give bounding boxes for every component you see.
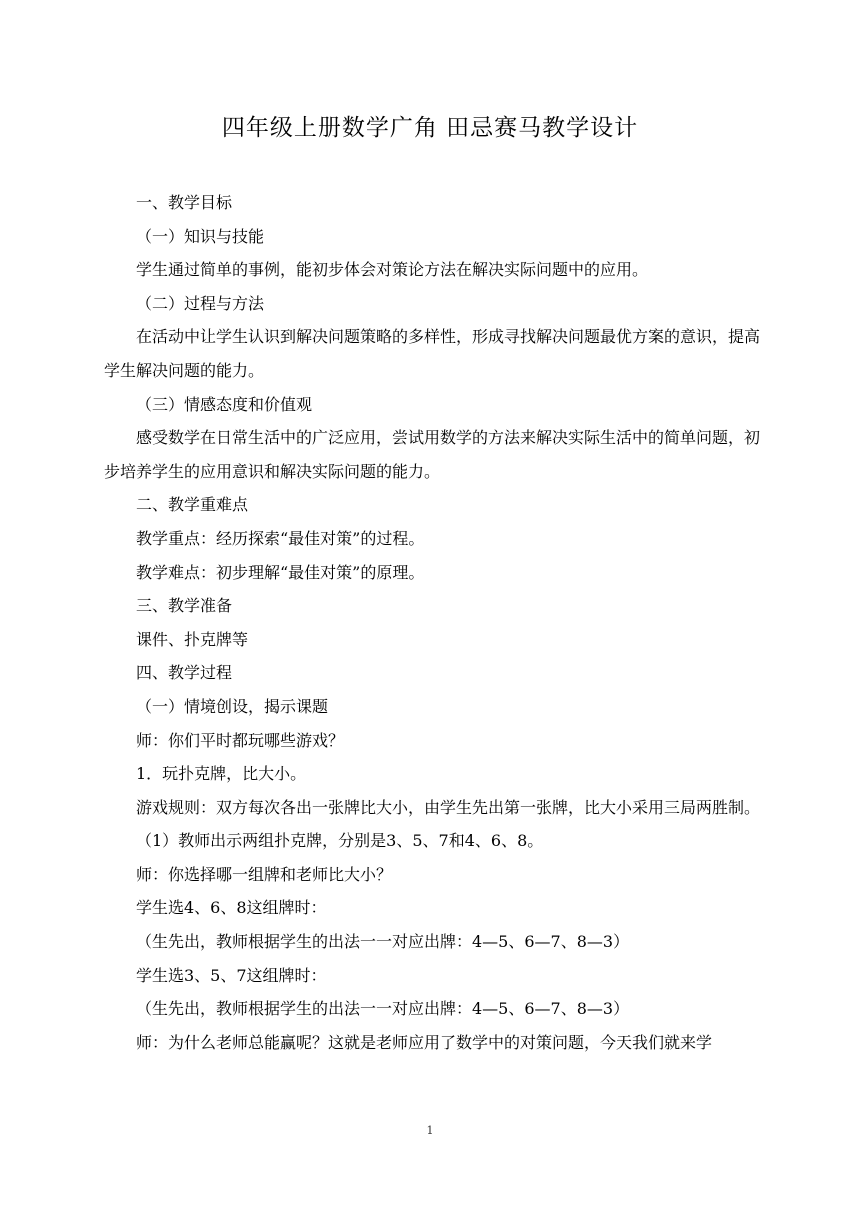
paragraph: （一）知识与技能 [136, 226, 265, 246]
paragraph: 学生选3、5、7这组牌时： [136, 965, 327, 985]
paragraph: 师：你们平时都玩哪些游戏？ [136, 730, 345, 750]
paragraph: （一）情境创设，揭示课题 [136, 696, 329, 716]
paragraph: 师：为什么老师总能赢呢？这就是老师应用了数学中的对策问题，今天我们就来学 [136, 1032, 713, 1052]
paragraph: 感受数学在日常生活中的广泛应用，尝试用数学的方法来解决实际生活中的简单问题，初步培养学生的应用意识和解决实际问题的能力。 [104, 428, 761, 481]
paragraph: 在活动中让学生认识到解决问题策略的多样性，形成寻找解决问题最优方案的意识，提高学生解决问题的能力。 [104, 327, 761, 380]
paragraph: 教学重点：经历探索“最佳对策”的过程。 [136, 528, 425, 548]
paragraph: （三）情感态度和价值观 [136, 394, 313, 414]
paragraph: 二、教学重难点 [136, 495, 249, 515]
document-body [104, 186, 760, 1059]
paragraph: （1）教师出示两组扑克牌，分别是3、5、7和4、6、8。 [136, 831, 544, 851]
document-title: 四年级上册数学广角 田忌赛马教学设计 [221, 115, 639, 141]
paragraph: 四、教学过程 [136, 663, 233, 683]
paragraph: 1．玩扑克牌，比大小。 [136, 764, 307, 784]
paragraph: （二）过程与方法 [136, 293, 265, 313]
paragraph: 课件、扑克牌等 [136, 629, 249, 649]
paragraph: （生先出，教师根据学生的出法一一对应出牌：4—5、6—7、8—3） [136, 932, 630, 952]
paragraph: 学生通过简单的事例，能初步体会对策论方法在解决实际问题中的应用。 [136, 260, 649, 280]
page-number: 1 [426, 1124, 434, 1137]
paragraph: 三、教学准备 [136, 596, 233, 616]
paragraph: 学生选4、6、8这组牌时： [136, 898, 327, 918]
paragraph: 游戏规则：双方每次各出一张牌比大小，由学生先出第一张牌，比大小采用三局两胜制。 [136, 797, 761, 817]
paragraph: 教学难点：初步理解“最佳对策”的原理。 [136, 562, 425, 582]
paragraph: 师：你选择哪一组牌和老师比大小？ [136, 864, 393, 884]
paragraph: （生先出，教师根据学生的出法一一对应出牌：4—5、6—7、8—3） [136, 999, 630, 1019]
paragraph: 一、教学目标 [136, 193, 233, 212]
